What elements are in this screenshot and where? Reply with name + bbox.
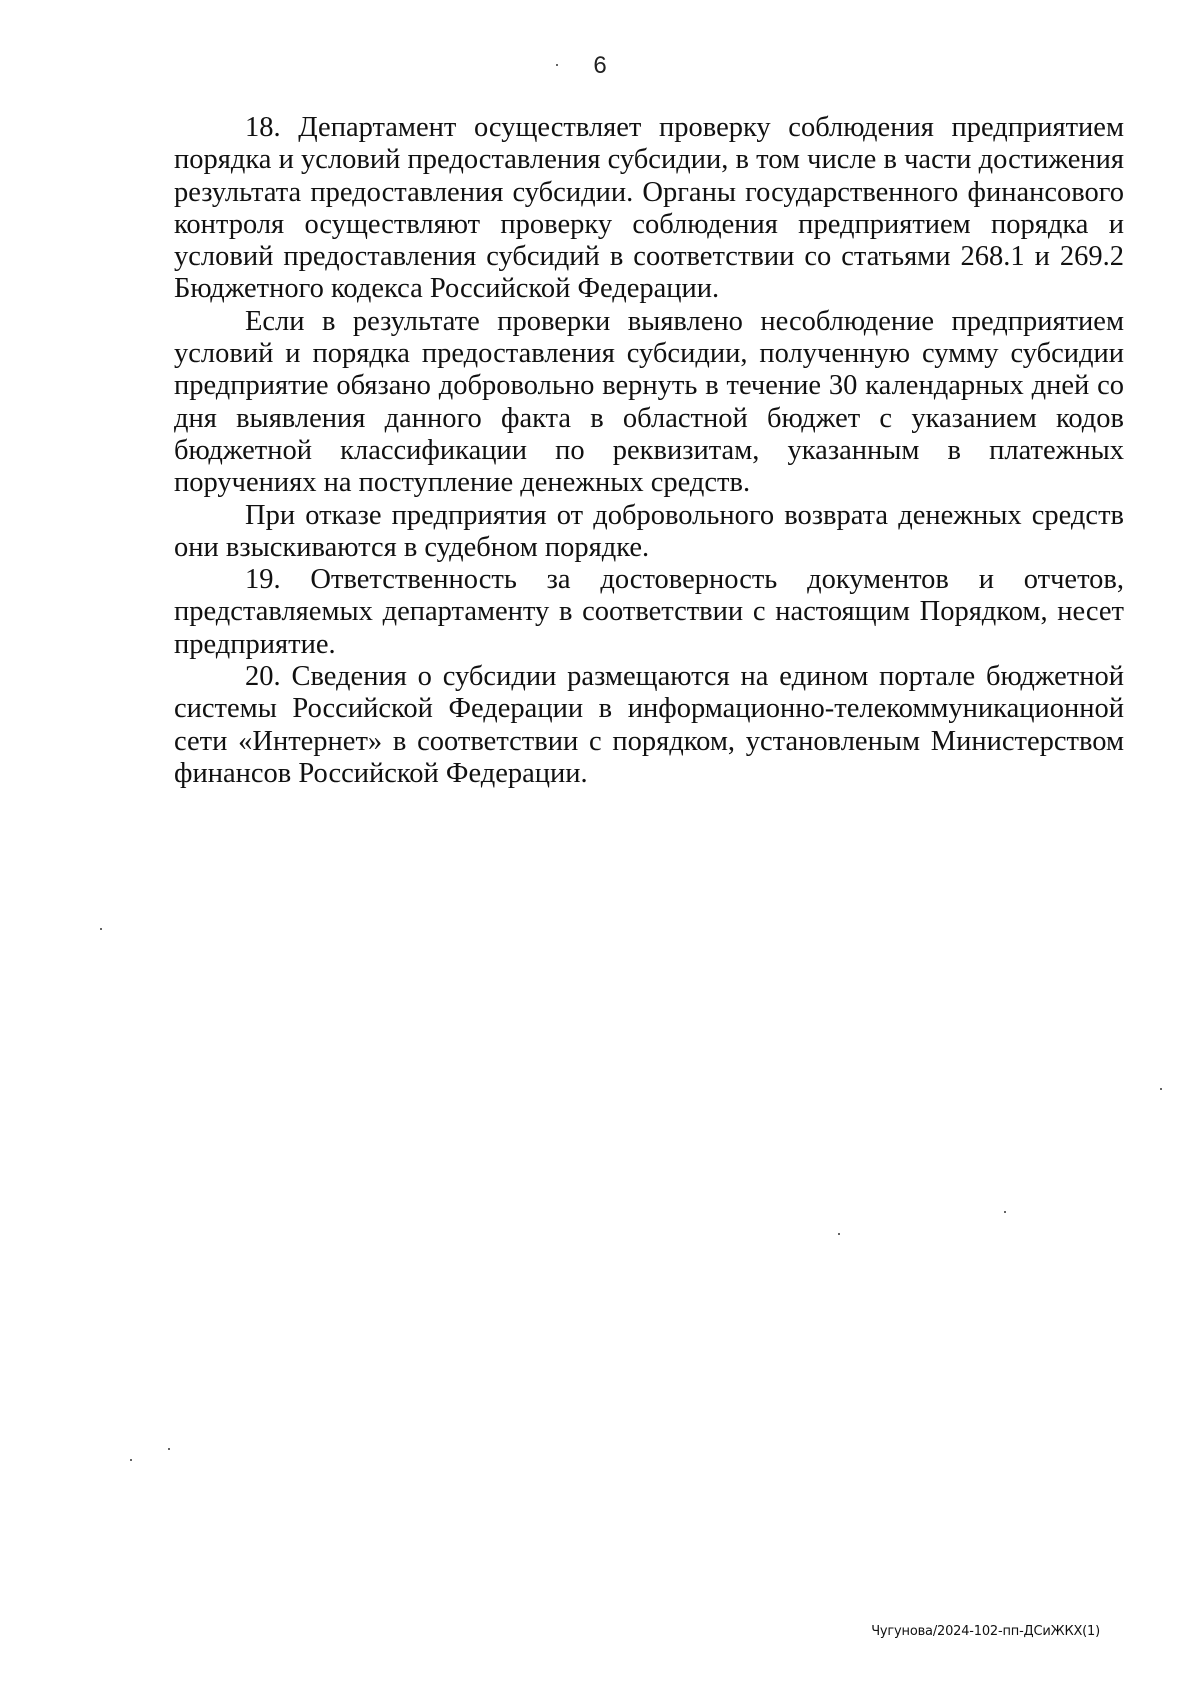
paragraph-court: При отказе предприятия от добровольного возврата денежных средств они взыскиваются в судебном порядке. bbox=[174, 499, 1124, 563]
paragraph-18: 18. Департамент осуществляет проверку соблюдения предприятием порядка и условий предоставления субсидии, в том числе в части достижения результата предоставления субсидии. Органы государственного финансового контроля осуществляют проверку соблюдения предприятием порядка и условий предоставления субсидий в соответствии со статьями 268.1 и 269.2 Бюджетного кодекса Российской Федерации. bbox=[174, 112, 1124, 305]
paragraph-19: 19. Ответственность за достоверность документов и отчетов, представляемых департаменту в соответствии с настоящим Порядком, несет предприятие. bbox=[174, 564, 1124, 660]
scan-speck bbox=[838, 1233, 840, 1235]
document-body bbox=[174, 112, 1124, 790]
page-number: 6 bbox=[593, 52, 607, 79]
scan-speck bbox=[100, 928, 102, 930]
scan-speck bbox=[130, 1459, 132, 1461]
document-registration-code: Чугунова/2024-102-пп-ДСиЖКХ(1) bbox=[871, 1624, 1100, 1639]
paragraph-refund: Если в результате проверки выявлено несоблюдение предприятием условий и порядка предоставления субсидии, полученную сумму субсидии предприятие обязано добровольно вернуть в течение 30 календарных дней со дня выявления данного факта в областной бюджет с указанием кодов бюджетной классификации по реквизитам, указанным в платежных поручениях на поступление денежных средств. bbox=[174, 305, 1124, 499]
scan-speck bbox=[168, 1448, 170, 1450]
scan-speck bbox=[556, 64, 558, 66]
scan-speck bbox=[1004, 1211, 1006, 1213]
paragraph-20: 20. Сведения о субсидии размещаются на едином портале бюджетной системы Российской Федерации в информационно-телекоммуникационной сети «Интернет» в соответствии с порядком, установленым Министерством финансов Российской Федерации. bbox=[174, 661, 1124, 789]
scan-speck bbox=[1160, 1088, 1162, 1090]
